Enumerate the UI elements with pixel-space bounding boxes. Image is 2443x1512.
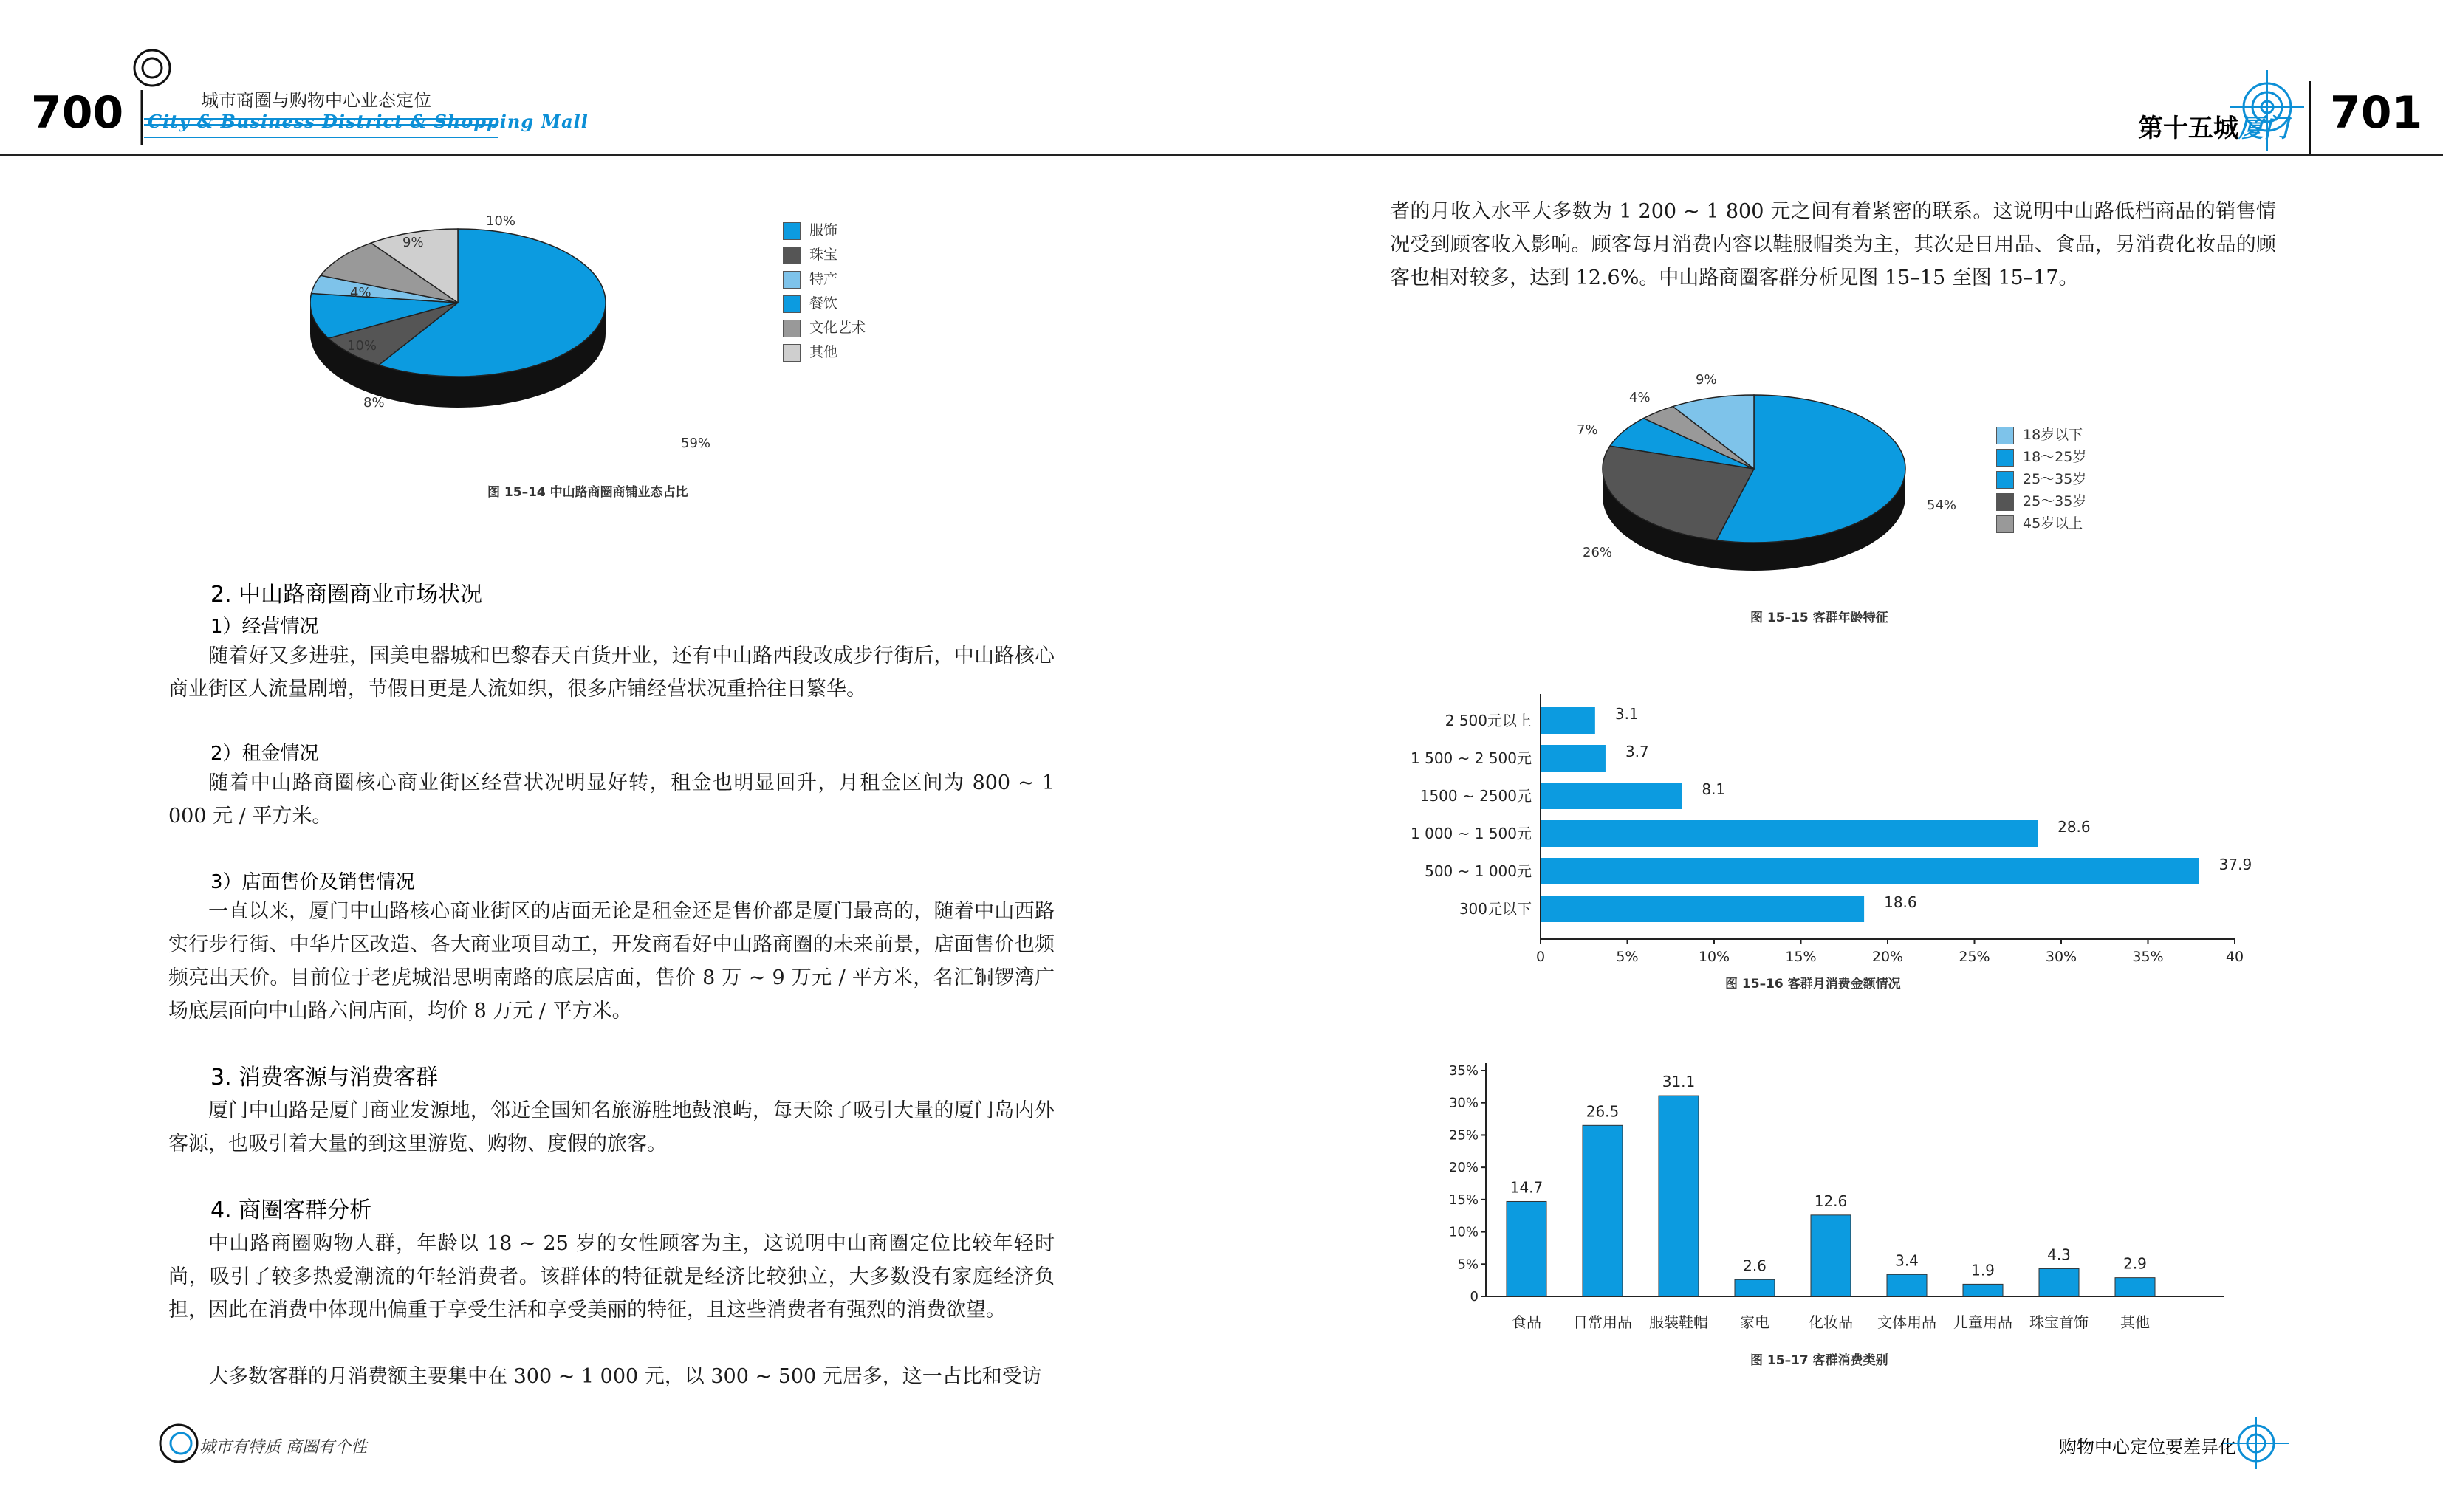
legend-label: 其他 — [809, 344, 838, 360]
fig16-x-tick: 30% — [2045, 949, 2077, 965]
fig17-y-tick: 20% — [1448, 1160, 1479, 1176]
legend-item — [1996, 490, 2086, 511]
fig14-label-clothing: 59% — [681, 436, 711, 451]
fig17-bar — [1735, 1279, 1775, 1296]
section2-3-title: 3）店面售价及销售情况 — [210, 871, 415, 893]
fig16-bar — [1541, 707, 1595, 734]
legend-item — [1996, 424, 2083, 444]
fig16-category-label: 1 000 ~ 1 500元 — [1411, 825, 1532, 842]
fig17-category-label: 日常用品 — [1573, 1313, 1632, 1331]
fig17-category-label: 家电 — [1740, 1313, 1769, 1331]
legend-item — [1996, 512, 2083, 533]
fig15-label-3: 7% — [1577, 422, 1598, 438]
section2-1-text: 随着好又多进驻，国美电器城和巴黎春天百货开业，还有中山路西段改成步行街后，中山路核心商业街区人流量剧增，节假日更是人流如织，很多店铺经营状况重拾往日繁华。 — [168, 645, 1055, 701]
fig17-value-label: 31.1 — [1662, 1073, 1696, 1091]
fig16-category-label: 500 ~ 1 000元 — [1425, 862, 1532, 880]
legend-swatch — [1996, 515, 2014, 533]
fig16-caption: 图 15–16 客群月消费金额情况 — [1725, 977, 1901, 992]
fig14-label-specialty: 8% — [363, 395, 385, 410]
legend-label: 特产 — [809, 271, 838, 287]
fig17-y-tick: 25% — [1448, 1127, 1479, 1144]
fig14-label-jewelry: 10% — [347, 338, 377, 354]
fig17-bar — [1583, 1125, 1623, 1296]
legend-label: 18～25岁 — [2023, 449, 2087, 465]
section2-2-title: 2）租金情况 — [210, 743, 319, 765]
fig15-caption: 图 15–15 客群年龄特征 — [1750, 611, 1888, 625]
chapter-prefix: 第十五城 — [2138, 114, 2238, 143]
legend-label: 18岁以下 — [2023, 427, 2083, 443]
fig17-bar — [1811, 1215, 1851, 1296]
legend-item — [783, 219, 837, 240]
chapter-city: 厦门 — [2238, 114, 2289, 143]
legend-label: 服饰 — [809, 222, 838, 238]
header-rule — [0, 154, 2443, 156]
right-footer-slogan: 购物中心定位要差异化 — [2059, 1437, 2236, 1457]
fig17-category-label: 文体用品 — [1877, 1313, 1936, 1331]
fig16-x-tick: 10% — [1698, 949, 1730, 965]
fig17-bar — [1507, 1201, 1546, 1296]
section2-title: 2. 中山路商圈商业市场状况 — [210, 582, 483, 608]
fig15-label-2: 26% — [1583, 545, 1613, 560]
fig17-caption: 图 15–17 客群消费类别 — [1750, 1353, 1888, 1368]
fig14-label-dining: 4% — [350, 285, 371, 300]
fig17-category-label: 食品 — [1512, 1313, 1541, 1331]
legend-swatch — [1996, 449, 2014, 467]
fig16-value-label: 3.1 — [1614, 705, 1639, 723]
book-title-en: City & Business District & Shopping Mall — [148, 111, 589, 132]
target-icon — [2230, 70, 2304, 151]
fig17-category-label: 其他 — [2120, 1313, 2150, 1331]
fig17-y-tick: 0 — [1470, 1289, 1479, 1305]
fig16-x-tick: 25% — [1959, 949, 1990, 965]
fig17-bar — [2115, 1278, 2155, 1296]
legend-label: 餐饮 — [809, 295, 838, 312]
legend-item — [783, 341, 837, 362]
legend-swatch — [783, 271, 801, 289]
fig14-label-other: 10% — [486, 213, 516, 229]
fig17-bar-chart — [1440, 1048, 2238, 1344]
fig17-category-label: 化妆品 — [1809, 1313, 1853, 1331]
fig17-value-label: 26.5 — [1586, 1102, 1620, 1121]
fig17-y-tick: 30% — [1448, 1095, 1479, 1111]
fig16-value-label: 3.7 — [1625, 743, 1649, 760]
fig17-value-label: 4.3 — [2047, 1245, 2071, 1264]
fig16-x-tick: 15% — [1785, 949, 1817, 965]
fig16-bar — [1541, 820, 2038, 847]
fig16-category-label: 1500 ~ 2500元 — [1419, 787, 1532, 805]
fig16-value-label: 28.6 — [2057, 818, 2091, 836]
fig16-category-label: 300元以下 — [1459, 900, 1532, 918]
right-top-text: 者的月收入水平大多数为 1 200 ~ 1 800 元之间有着紧密的联系。这说明中山路低档商品的销售情况受到顾客收入影响。顾客每月消费内容以鞋服帽类为主，其次是日用品、食品，另消费化妆品的顾客也相对较多，达到 12.6%。中山路商圈客群分析见图 15–15 至图 15–17。 — [1390, 200, 2276, 289]
fig17-value-label: 2.6 — [1743, 1257, 1767, 1275]
title-stripe — [144, 137, 498, 138]
fig16-category-label: 2 500元以上 — [1445, 712, 1532, 729]
section4-text-2: 大多数客群的月消费额主要集中在 300 ~ 1 000 元，以 300 ~ 500 元居多，这一占比和受访 — [208, 1365, 1042, 1388]
legend-swatch — [783, 344, 801, 362]
fig17-bar — [1659, 1096, 1699, 1296]
fig14-label-culture: 9% — [402, 235, 424, 250]
legend-swatch — [1996, 471, 2014, 489]
fig17-value-label: 12.6 — [1814, 1192, 1848, 1210]
legend-swatch — [783, 320, 801, 337]
fig16-x-tick: 5% — [1616, 949, 1639, 965]
section2-1-title: 1）经营情况 — [210, 616, 319, 638]
legend-label: 25～35岁 — [2023, 493, 2087, 509]
fig16-value-label: 37.9 — [2218, 856, 2252, 873]
fig17-value-label: 3.4 — [1895, 1251, 1919, 1270]
section2-2-text: 随着中山路商圈核心商业街区经营状况明显好转，租金也明显回升，月租金区间为 800 ~ 1 000 元 / 平方米。 — [168, 772, 1055, 828]
legend-label: 45岁以上 — [2023, 515, 2083, 532]
fig17-bar — [2039, 1268, 2079, 1296]
fig16-bar — [1541, 858, 2199, 884]
fig17-y-tick: 5% — [1457, 1257, 1479, 1273]
footer-swirl-icon — [157, 1421, 201, 1465]
fig16-x-tick: 0 — [1535, 949, 1546, 965]
legend-item — [783, 244, 837, 264]
fig17-y-tick: 10% — [1448, 1224, 1479, 1240]
legend-item — [1996, 446, 2086, 467]
fig17-value-label: 14.7 — [1510, 1178, 1543, 1197]
section3-text: 厦门中山路是厦门商业发源地，邻近全国知名旅游胜地鼓浪屿，每天除了吸引大量的厦门岛内外客源，也吸引着大量的到这里游览、购物、度假的旅客。 — [168, 1099, 1055, 1155]
left-page-number: 700 — [31, 87, 124, 139]
left-footer-slogan: 城市有特质 商圈有个性 — [199, 1438, 367, 1457]
legend-swatch — [783, 295, 801, 313]
right-page-number: 701 — [2330, 87, 2423, 139]
fig17-category-label: 珠宝首饰 — [2029, 1313, 2089, 1331]
fig17-value-label: 2.9 — [2123, 1254, 2147, 1273]
legend-label: 珠宝 — [809, 247, 838, 263]
fig16-x-tick: 35% — [2132, 949, 2164, 965]
book-logo-icon — [127, 46, 179, 149]
fig17-y-tick: 35% — [1448, 1063, 1479, 1079]
legend-swatch — [1996, 493, 2014, 511]
legend-item — [1996, 468, 2086, 489]
fig14-pie-chart — [310, 199, 842, 465]
fig15-label-under18: 9% — [1696, 372, 1717, 388]
fig16-value-label: 18.6 — [1884, 893, 1917, 911]
fig16-x-tick: 40 — [2225, 949, 2244, 965]
fig15-pie-chart — [1580, 384, 1928, 576]
fig14-caption: 图 15–14 中山路商圈商铺业态占比 — [487, 485, 688, 500]
legend-swatch — [1996, 427, 2014, 444]
legend-label: 文化艺术 — [809, 320, 866, 336]
fig16-category-label: 1 500 ~ 2 500元 — [1411, 749, 1532, 767]
fig16-bar — [1541, 745, 1606, 772]
fig17-bar — [1887, 1274, 1927, 1296]
book-title-cn: 城市商圈与购物中心业态定位 — [201, 90, 431, 111]
legend-item — [783, 317, 866, 337]
fig17-category-label: 儿童用品 — [1953, 1313, 2012, 1331]
fig17-bar — [1963, 1284, 2003, 1296]
legend-swatch — [783, 247, 801, 264]
fig16-bar — [1541, 896, 1864, 922]
section2-3-text: 一直以来，厦门中山路核心商业街区的店面无论是租金还是售价都是厦门最高的，随着中山西路实行步行街、中华片区改造、各大商业项目动工，开发商看好中山路商圈的未来前景，店面售价也频频亮出天价。目前位于老虎城沿思明南路的底层店面，售价 8 万 ~ 9 万元 / 平方米，名汇铜锣湾广场底层面向中山路六间店面，均价 8 万元 / 平方米。 — [168, 900, 1055, 1023]
legend-item — [783, 292, 837, 313]
fig16-x-tick: 20% — [1871, 949, 1904, 965]
fig17-value-label: 1.9 — [1971, 1261, 1995, 1279]
fig16-bar — [1541, 783, 1682, 809]
legend-swatch — [783, 222, 801, 240]
fig16-bar-chart — [1403, 694, 2289, 967]
legend-item — [783, 268, 837, 289]
fig17-category-label: 服装鞋帽 — [1649, 1313, 1708, 1331]
fig15-label-over45: 4% — [1629, 390, 1651, 405]
fig17-y-tick: 15% — [1448, 1192, 1479, 1208]
fig16-value-label: 8.1 — [1702, 780, 1726, 798]
header-divider — [2309, 81, 2311, 154]
section4-title: 4. 商圈客群分析 — [210, 1197, 372, 1223]
fig15-label-18-25: 54% — [1927, 498, 1957, 513]
legend-label: 25～35岁 — [2023, 471, 2087, 487]
section4-text-1: 中山路商圈购物人群，年龄以 18 ~ 25 岁的女性顾客为主，这说明中山商圈定位比较年轻时尚，吸引了较多热爱潮流的年轻消费者。该群体的特征就是经济比较独立，大多数没有家庭经济负担，因此在消费中体现出偏重于享受生活和享受美丽的特征，且这些消费者有强烈的消费欲望。 — [168, 1232, 1055, 1322]
section3-title: 3. 消费客源与消费客群 — [210, 1065, 439, 1090]
footer-target-icon — [2223, 1418, 2289, 1469]
